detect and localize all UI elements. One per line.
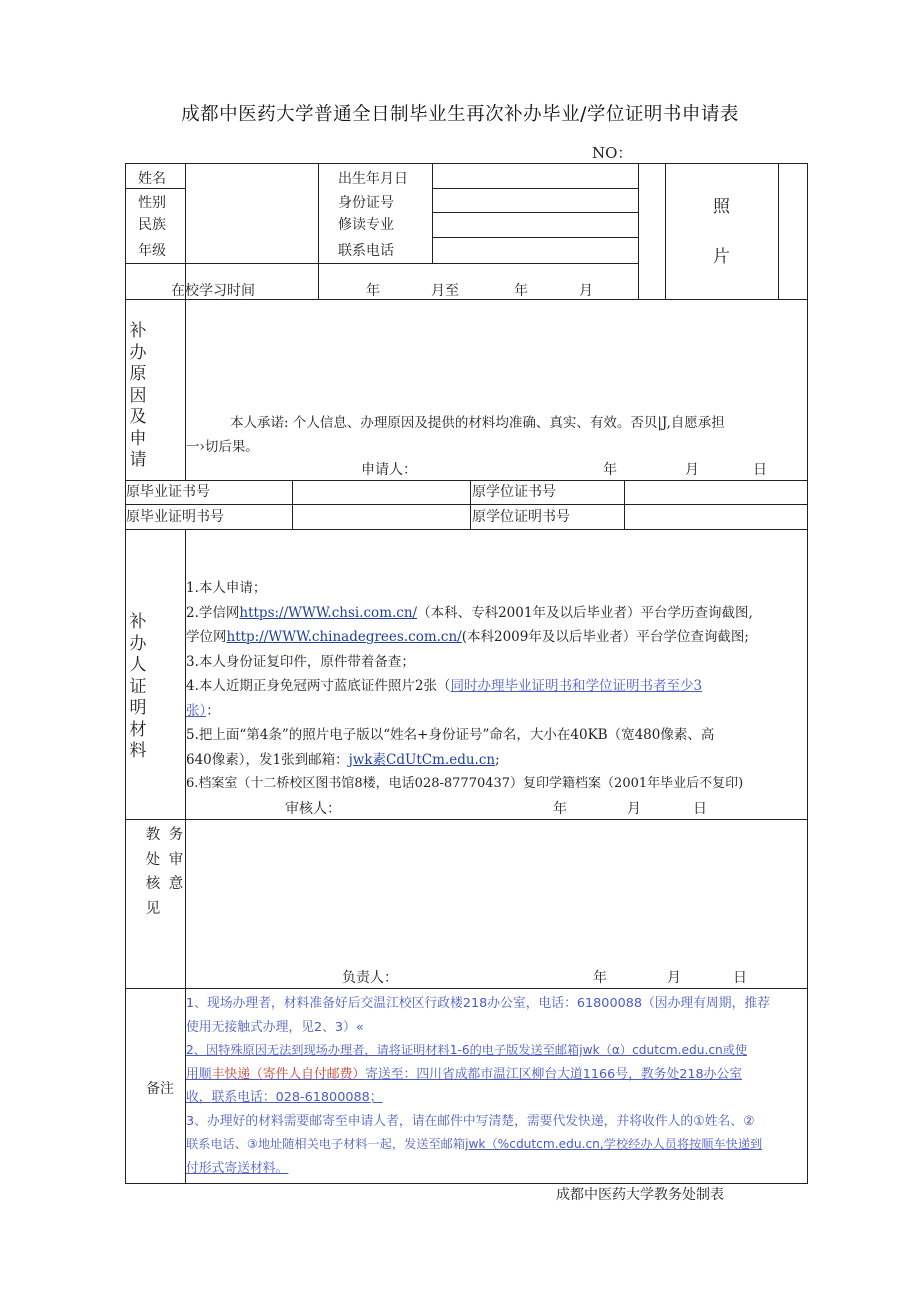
- degree-cert-no-field[interactable]: [625, 481, 807, 504]
- academic-review-input[interactable]: [186, 820, 807, 960]
- material-item-5: 5.把上面“第4条”的照片电子版以“姓名+身份证号”命名，大小在40KB（宽480像素、高: [186, 727, 715, 743]
- remarks-notes: [186, 992, 808, 1180]
- signer-day: 日: [733, 970, 747, 986]
- reason-section-label: 补办原因及申请: [129, 321, 147, 470]
- applicant-label: 申请人：: [361, 462, 417, 478]
- major-field[interactable]: [433, 213, 637, 237]
- id-number-label: 身份证号: [338, 195, 394, 211]
- major-label: 修读专业: [338, 217, 394, 233]
- material-item-1: 1.本人申请；: [186, 580, 267, 596]
- grade-field[interactable]: [186, 237, 317, 263]
- degree-proof-no-label: 原学位证明书号: [472, 509, 570, 525]
- reviewer-label: 审核人：: [285, 801, 341, 817]
- footer-maker: 成都中医药大学教务处制表: [556, 1187, 724, 1203]
- material-item-6: 6.档案室（十二桥校区图书馆8楼，电话028-87770437）复印学籍档案（2001年毕业后不复印): [186, 776, 744, 791]
- study-period-month-to: 月至: [431, 283, 459, 299]
- name-field[interactable]: [186, 164, 317, 188]
- name-label: 姓名: [138, 171, 166, 187]
- note-3-line3: 付形式寄送材料。: [186, 1160, 289, 1176]
- academic-review-label-col2: 务审意: [168, 827, 184, 892]
- gender-field[interactable]: [186, 189, 317, 212]
- grad-proof-no-field[interactable]: [293, 505, 469, 529]
- signer-year: 年: [593, 970, 607, 986]
- chsi-link[interactable]: https://WWW.chsi.com.cn/: [239, 604, 418, 621]
- note-2-line1: 2、因特殊原因无法到现场办理者，请将证明材料1-6的电子版发送至邮箱jwk（α）cdutcm.edu.cn或使: [186, 1043, 748, 1057]
- phone-field[interactable]: [433, 238, 637, 263]
- material-item-3: 3.本人身份证复印件，原件带着备查；: [186, 653, 415, 670]
- study-period-month2: 月: [579, 283, 593, 299]
- phone-label: 联系电话: [338, 243, 394, 259]
- academic-review-label-col1: 教处核见: [145, 827, 161, 917]
- material-item-2b: 学位网http://WWW.chinadegrees.com.cn/(本科2009年及以后毕业者）平台学位查询截图;: [186, 629, 749, 645]
- id-number-field[interactable]: [433, 189, 637, 212]
- applicant-year: 年: [603, 462, 617, 478]
- ethnicity-field[interactable]: [186, 212, 317, 237]
- signer-month: 月: [667, 970, 681, 986]
- remarks-label: 备注: [146, 1081, 174, 1097]
- applicant-day: 日: [753, 462, 767, 478]
- page-title: 成都中医药大学普通全日制毕业生再次补办毕业/学位证明书申请表: [181, 104, 739, 125]
- chinadegrees-link[interactable]: http://WWW.chinadegrees.com.cn/: [226, 629, 462, 645]
- note-1-line1: 1、现场办理者，材料准备好后交温江校区行政楼218办公室，电话：61800088（因办理有周期，推荐: [186, 996, 770, 1011]
- note-2-line3: 收，联系电话：028-61800088；: [186, 1090, 383, 1105]
- note-1-line2: 使用无接触式办理，见2、3）«: [186, 1019, 364, 1035]
- ethnicity-label: 民族: [138, 217, 166, 233]
- birth-label: 出生年月日: [338, 171, 408, 187]
- form-number-label: NO：: [592, 144, 633, 162]
- reviewer-year: 年: [553, 801, 567, 817]
- study-period-year1: 年: [366, 283, 380, 299]
- grad-cert-no-label: 原毕业证书号: [126, 484, 210, 500]
- degree-cert-no-label: 原学位证书号: [472, 484, 556, 500]
- material-item-2: 2.学信网https://WWW.chsi.com.cn/（本科、专科2001年及以后毕业者）平台学历查询截图,: [186, 604, 753, 621]
- grade-label: 年级: [138, 243, 166, 259]
- material-item-4: 4.本人近期正身免冠两寸蓝底证件照片2张（同时办理毕业证明书和学位证明书者至少3: [186, 678, 703, 694]
- gender-label: 性别: [138, 195, 166, 211]
- pledge-text-line1: 本人承诺: 个人信息、办理原因及提供的材料均准确、真实、有效。否贝|J,自愿承担: [230, 415, 725, 431]
- materials-list: [186, 576, 808, 797]
- material-item-4b: 张）：: [186, 702, 220, 719]
- signer-label: 负责人：: [342, 970, 398, 986]
- reviewer-day: 日: [693, 801, 707, 817]
- applicant-month: 月: [685, 462, 699, 478]
- reason-input[interactable]: [186, 300, 807, 405]
- grad-cert-no-field[interactable]: [293, 481, 469, 504]
- reviewer-month: 月: [627, 801, 641, 817]
- jwk-email-link-2[interactable]: jwk（%cdutcm.edu.cn,学校经办人员将按顺车快递到: [465, 1137, 763, 1151]
- pledge-text-line2: 一›切后果。: [186, 439, 259, 455]
- jwk-email-link[interactable]: jwk素CdUtCm.edu.cn: [348, 751, 496, 768]
- materials-section-label: 补办人证明材料: [129, 612, 147, 761]
- study-period-label: 在校学习时间: [171, 283, 255, 299]
- note-3-line1: 3、办理好的材料需要邮寄至申请人者，请在邮件中写清楚，需要代发快递，并将收件人的①姓名、②: [186, 1113, 755, 1129]
- study-period-year2: 年: [514, 283, 528, 299]
- grad-proof-no-label: 原毕业证明书号: [126, 509, 224, 525]
- photo-label-2: 片: [713, 247, 730, 267]
- photo-label-1: 照: [713, 197, 730, 217]
- note-3-line2: 联系电话、③地址随相关电子材料一起，发送至邮箱jwk（%cdutcm.edu.cn,学校经办人员将按顺车快递到: [186, 1137, 763, 1151]
- birth-field[interactable]: [433, 164, 637, 188]
- note-2-line2: 用顺丰快递（寄件人自付邮费）寄送至：四川省成都市温江区柳台大道1166号，教务处218办公室: [186, 1066, 743, 1082]
- degree-proof-no-field[interactable]: [625, 505, 807, 529]
- material-item-5b: 640像素），发1张到邮箱：jwk素CdUtCm.edu.cn;: [186, 751, 500, 768]
